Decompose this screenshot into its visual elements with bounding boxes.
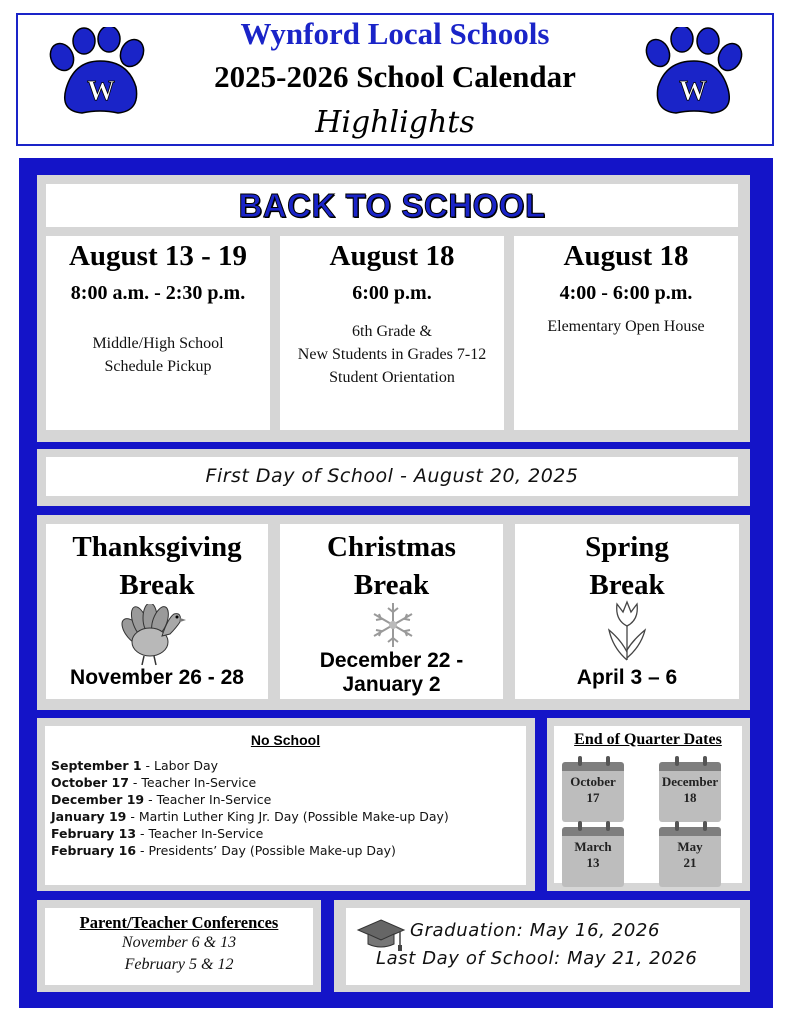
quarter-month: December <box>661 774 719 789</box>
break-date: January 2 <box>342 673 441 696</box>
no-school-date: September 1 <box>51 758 142 773</box>
calendar-date-icon <box>659 821 721 887</box>
bts-event-desc-line: Schedule Pickup <box>104 358 212 375</box>
break-title: Spring <box>585 531 669 563</box>
end-of-quarter-card <box>554 726 742 883</box>
no-school-list <box>51 757 449 859</box>
break-date: November 26 - 28 <box>70 666 244 689</box>
no-school-item <box>51 825 449 842</box>
break-card-spring <box>515 524 739 699</box>
break-card-thanksgiving <box>46 524 268 699</box>
no-school-date: February 13 <box>51 826 137 841</box>
no-school-desc: - Presidents’ Day (Possible Make-up Day) <box>136 843 396 858</box>
graduation-card <box>346 908 740 985</box>
highlights-subtitle: Highlights <box>315 105 475 140</box>
bts-event-desc-line: Middle/High School <box>92 335 224 352</box>
no-school-date: October 17 <box>51 775 129 790</box>
quarter-month: March <box>574 839 612 854</box>
quarter-month: October <box>570 774 616 789</box>
bts-event-time: 6:00 p.m. <box>352 282 432 304</box>
school-name: Wynford Local Schools <box>240 16 550 51</box>
quarter-month: May <box>677 839 703 854</box>
break-card-christmas <box>280 524 503 699</box>
no-school-desc: - Teacher In-Service <box>144 792 272 807</box>
no-school-desc: - Teacher In-Service <box>136 826 264 841</box>
no-school-item <box>51 774 449 791</box>
calendar-date-icon <box>659 756 721 822</box>
calendar-date-icon <box>562 821 624 887</box>
no-school-desc: - Martin Luther King Jr. Day (Possible Make-up Day) <box>126 809 449 824</box>
conferences-title: Parent/Teacher Conferences <box>79 913 279 932</box>
no-school-title: No School <box>250 732 321 748</box>
no-school-item <box>51 842 449 859</box>
break-date: December 22 - <box>319 649 464 672</box>
conferences-card <box>45 908 313 985</box>
no-school-date: February 16 <box>51 843 137 858</box>
break-title: Thanksgiving <box>72 531 242 563</box>
quarter-day: 18 <box>683 790 697 805</box>
bts-event-desc-line: Elementary Open House <box>547 318 705 335</box>
bts-event-desc <box>280 320 504 389</box>
conference-date: November 6 & 13 <box>121 934 237 951</box>
bts-event-time: 4:00 - 6:00 p.m. <box>559 282 693 304</box>
no-school-item <box>51 808 449 825</box>
first-day-of-school: First Day of School - August 20, 2025 <box>46 457 738 496</box>
calendar-title: 2025-2026 School Calendar <box>214 59 576 94</box>
bts-event-desc <box>514 315 738 338</box>
paw-logo-letter: W <box>679 76 707 107</box>
bts-event-desc <box>46 332 270 378</box>
no-school-desc: - Teacher In-Service <box>128 775 257 790</box>
bts-event-date: August 18 <box>563 240 689 272</box>
snowflake-icon <box>368 600 418 650</box>
break-date: April 3 – 6 <box>576 666 678 689</box>
last-day-of-school: Last Day of School: May 21, 2026 <box>376 948 698 969</box>
break-title: Break <box>119 569 195 601</box>
tulip-icon <box>605 600 649 662</box>
no-school-date: January 19 <box>51 809 127 824</box>
back-to-school-title: BACK TO SCHOOL <box>46 184 738 227</box>
conference-date: February 5 & 12 <box>124 956 234 973</box>
quarter-day: 13 <box>586 855 600 870</box>
bts-event-date: August 18 <box>329 240 455 272</box>
quarter-day: 21 <box>683 855 697 870</box>
bts-event-card <box>46 236 270 430</box>
bts-event-time: 8:00 a.m. - 2:30 p.m. <box>70 282 246 304</box>
turkey-icon <box>120 604 188 666</box>
no-school-desc: - Labor Day <box>141 758 219 773</box>
bts-event-card <box>280 236 504 430</box>
quarter-day: 17 <box>586 790 600 805</box>
break-title: Break <box>353 569 430 601</box>
paw-logo-letter: W <box>87 76 115 107</box>
bts-event-card <box>514 236 738 430</box>
no-school-item <box>51 757 449 774</box>
no-school-date: December 19 <box>51 792 145 807</box>
graduation-date: Graduation: May 16, 2026 <box>410 920 660 941</box>
bts-event-desc-line: New Students in Grades 7-12 <box>297 346 487 363</box>
no-school-item <box>51 791 449 808</box>
calendar-date-icon <box>562 756 624 822</box>
bts-event-date: August 13 - 19 <box>68 240 248 272</box>
header <box>16 13 774 146</box>
bts-event-desc-line: 6th Grade & <box>352 323 432 340</box>
bts-event-desc-line: Student Orientation <box>329 369 455 386</box>
no-school-card <box>45 726 526 885</box>
end-of-quarter-title: End of Quarter Dates <box>574 731 722 748</box>
break-title: Break <box>589 569 665 601</box>
break-title: Christmas <box>327 531 456 563</box>
